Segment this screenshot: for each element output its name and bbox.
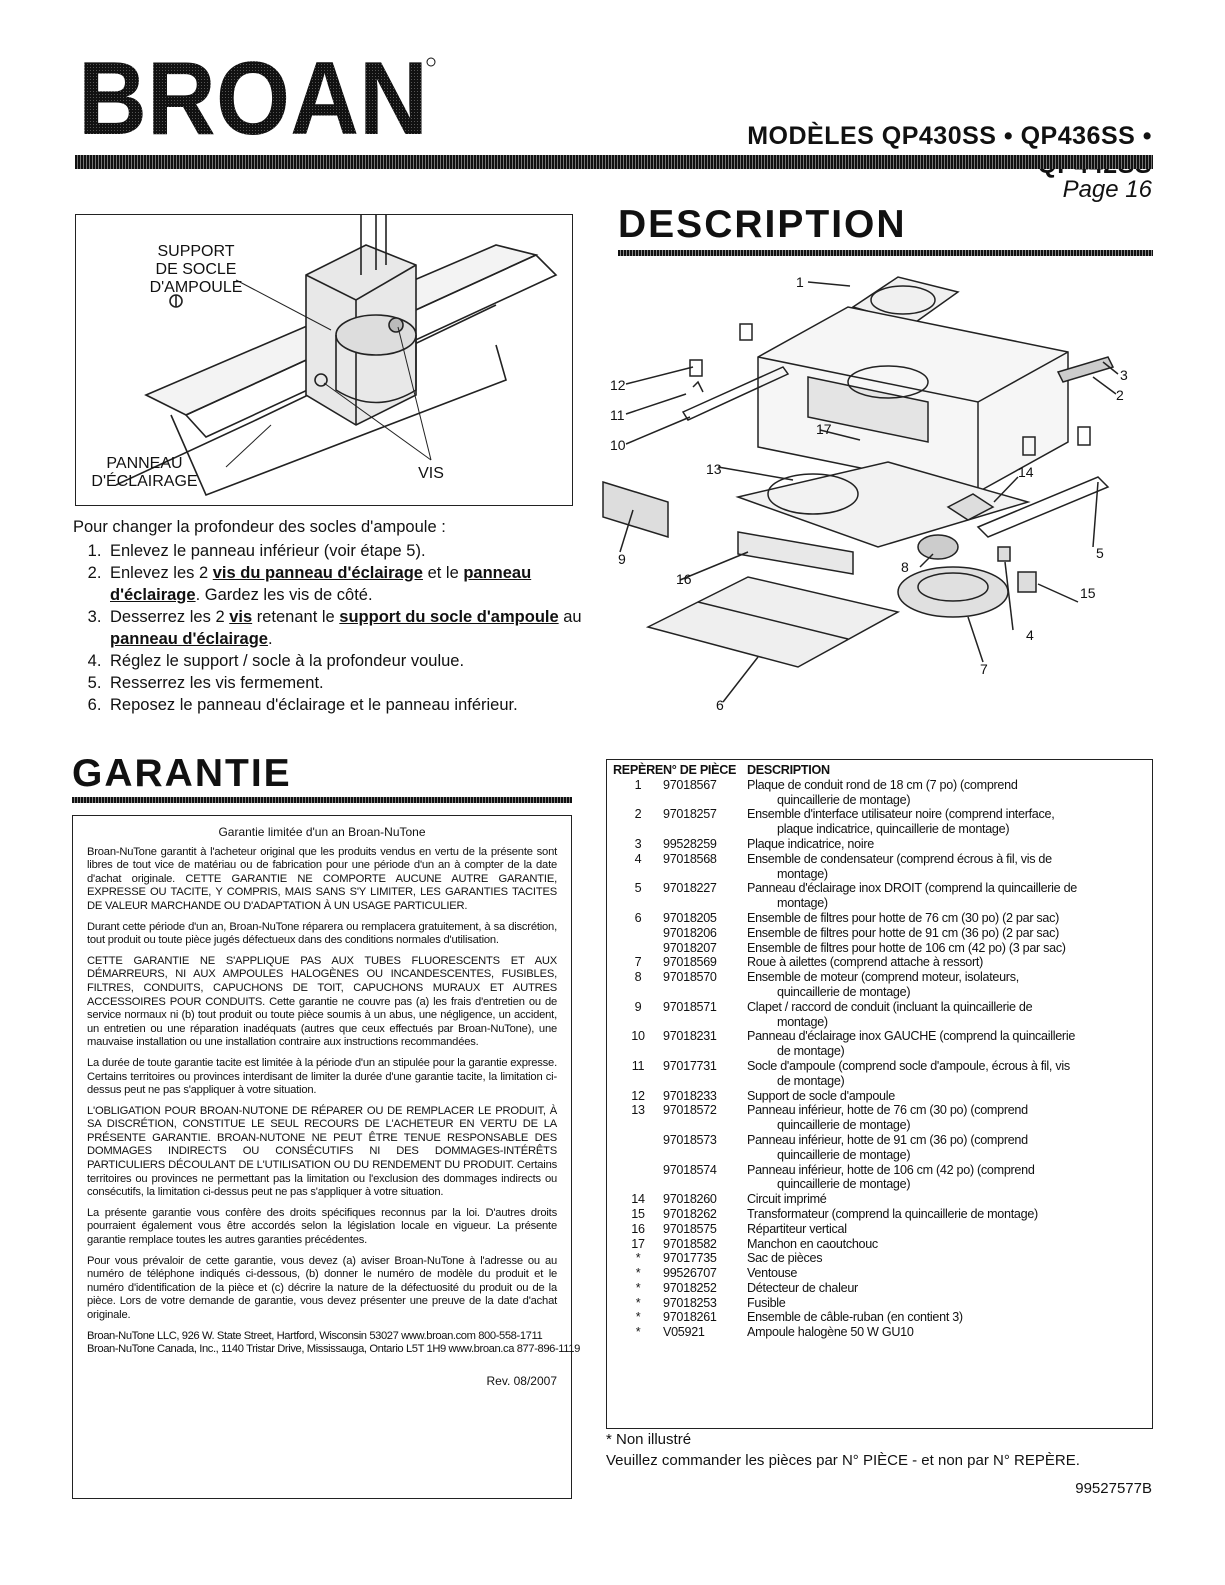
callout-14: 14 [1018, 464, 1034, 480]
description-cell [747, 807, 1146, 837]
warranty-paragraph: CETTE GARANTIE NE S'APPLIQUE PAS AUX TUBES FLUORESCENTS ET AUX DÉMARREURS, NI AUX AMPOULES HALOGÈNES OU INCANDESCENTES, FUSIBLES, FILTRES, CONDUITS, CAPUCHONS DE TOIT, CAPUCHONS MURAUX ET AUTRES ACCESSOIRES POUR CONDUITS. Cette garantie ne couvre pas (a) les frais d'entretien ou de service normaux ni (b) tout produit ou toute pièce soumis à un abus, une négligence, un accident, un entretien ou une réparation inadéquats (autres que ceux effectués par Broan-NuTone), une mauvaise installation ou une installation contraire aux instructions recommandées. [87, 954, 557, 1049]
part-number-cell: 97018574 [663, 1162, 717, 1177]
description-cell [747, 1325, 1146, 1340]
table-row [613, 1266, 1146, 1281]
description-cell [747, 837, 1146, 852]
table-row [613, 1251, 1146, 1266]
label-screws: VIS [418, 465, 444, 482]
description-line: Panneau inférieur, hotte de 91 cm (36 po) (comprend [747, 1132, 1028, 1147]
page-number: Page 16 [1062, 176, 1152, 203]
description-cell [747, 1266, 1146, 1281]
repere-cell: 17 [631, 1236, 645, 1251]
part-number-cell: 97018262 [663, 1206, 717, 1221]
instructions-intro: Pour changer la profondeur des socles d'ampoule : [73, 518, 446, 536]
description-line: Panneau inférieur, hotte de 106 cm (42 po) (comprend [747, 1162, 1035, 1177]
part-number-cell: 97018206 [663, 925, 717, 940]
table-row [613, 807, 1146, 837]
callout-4: 4 [1026, 627, 1034, 643]
document-number: 99527577B [1075, 1480, 1152, 1497]
table-row [613, 1296, 1146, 1311]
description-cell [747, 1103, 1146, 1133]
description-cell [747, 778, 1146, 808]
parts-table-body [613, 778, 1146, 1340]
description-cell [747, 941, 1146, 956]
warranty-box [72, 815, 580, 1499]
warranty-address-ca: Broan-NuTone Canada, Inc., 1140 Tristar Drive, Mississauga, Ontario L5T 1H9 www.broan.ca 877-896-1119 [87, 1343, 580, 1356]
model-numbers: MODÈLES QP430SS • QP436SS • [747, 122, 1152, 150]
table-row [613, 1310, 1146, 1325]
repere-cell: 13 [631, 1103, 645, 1118]
warranty-box-title: Garantie limitée d'un an Broan-NuTone [218, 825, 426, 839]
description-cell [747, 1222, 1146, 1237]
repere-cell: 16 [631, 1221, 645, 1236]
repere-cell: 5 [634, 881, 642, 896]
step-3-screws: vis [229, 608, 253, 626]
description-line: Ampoule halogène 50 W GU10 [747, 1325, 914, 1340]
part-number-cell: 97018582 [663, 1236, 717, 1251]
broan-logo [78, 52, 438, 142]
repere-cell: 6 [634, 910, 642, 925]
step-5: 5. Resserrez les vis fermement. [106, 672, 593, 694]
exploded-view-diagram [598, 262, 1158, 722]
description-line: Ensemble de filtres pour hotte de 106 cm (42 po) (3 par sac) [747, 940, 1066, 955]
warranty-paragraph: La présente garantie vous confère des droits spécifiques reconnus par la loi. D'autres droits pourraient également vous être accordés selon la législation locale en vigueur. La présente garantie remplace toutes les autres garanties précédentes. [87, 1206, 557, 1247]
light-socket-figure [75, 214, 573, 506]
step-3-text: . [267, 630, 273, 648]
description-cell [747, 1251, 1146, 1266]
table-row [613, 1325, 1146, 1340]
description-line: Manchon en caoutchouc [747, 1236, 878, 1251]
callout-16: 16 [676, 571, 692, 587]
repere-cell: 3 [634, 836, 642, 851]
description-rule [618, 250, 1153, 256]
description-line: Support de socle d'ampoule [747, 1088, 895, 1103]
repere-cell: 10 [631, 1029, 645, 1044]
step-2-text: Enlevez les 2 [110, 564, 213, 582]
part-number-cell: 97018261 [663, 1310, 717, 1325]
table-row [613, 778, 1146, 808]
part-number-cell: 97017731 [663, 1058, 717, 1073]
step-3-panel: panneau d'éclairage [110, 630, 268, 648]
repere-cell: 12 [631, 1088, 645, 1103]
callout-6: 6 [716, 697, 724, 713]
description-cell [747, 1281, 1146, 1296]
description-line: Clapet / raccord de conduit (incluant la quincaillerie de [747, 999, 1033, 1014]
repere-cell: 9 [634, 999, 642, 1014]
table-row [613, 911, 1146, 926]
description-cell [747, 1000, 1146, 1030]
warranty-paragraph: Durant cette période d'un an, Broan-NuTone réparera ou remplacera gratuitement, à sa discrétion, tout produit ou toute pièce jugés défectueux dans des conditions normales d'utilisation. [87, 920, 557, 947]
warranty-address-us: Broan-NuTone LLC, 926 W. State Street, Hartford, Wisconsin 53027 www.broan.com 800-558-1711 [87, 1329, 543, 1342]
part-number-cell: 97018575 [663, 1221, 717, 1236]
label-support-line1: SUPPORT [157, 243, 235, 260]
repere-cell: 2 [634, 807, 642, 822]
table-row [613, 1000, 1146, 1030]
warranty-paragraph: Broan-NuTone garantit à l'acheteur original que les produits vendus en vertu de la présente sont libres de tout vice de matériau ou de fabrication pour une période d'un an à compter de la date d'achat originale. CETTE GARANTIE NE COMPORTE AUCUNE AUTRE GARANTIE, EXPRESSE OU TACITE, Y COMPRIS, MAIS SANS S'Y LIMITER, LES GARANTIES TACITES DE VALEUR MARCHANDE OU D'ADAPTATION À UN USAGE PARTICULIER. [87, 845, 557, 912]
description-cell [747, 1133, 1146, 1163]
parts-list [606, 759, 1153, 1429]
step-3-text: retenant le [252, 608, 340, 626]
description-line: Ensemble de filtres pour hotte de 76 cm (30 po) (2 par sac) [747, 910, 1060, 925]
description-cell [747, 926, 1146, 941]
instructions [73, 516, 593, 716]
repere-cell: * [635, 1295, 641, 1310]
callout-3: 3 [1120, 367, 1128, 383]
description-line: Sac de pièces [747, 1251, 823, 1266]
table-row [613, 881, 1146, 911]
description-line: Ensemble de condensateur (comprend écrous à fil, vis de [747, 851, 1052, 866]
part-number-cell: 97018227 [663, 881, 717, 896]
part-number-cell: 97018253 [663, 1295, 717, 1310]
header-repere: REPÈRE [613, 763, 663, 777]
part-number-cell: 97018573 [663, 1132, 717, 1147]
description-line: Socle d'ampoule (comprend socle d'ampoule, écrous à fil, vis [747, 1058, 1070, 1073]
part-number-cell: 97017735 [663, 1251, 717, 1266]
part-number-cell: 97018568 [663, 851, 717, 866]
repere-cell: 4 [634, 851, 642, 866]
warranty-revision: Rev. 08/2007 [486, 1373, 557, 1388]
part-number-cell: 97018569 [663, 955, 717, 970]
instructions-steps [73, 540, 593, 716]
step-3 [106, 606, 593, 650]
label-support-line2: DE SOCLE [155, 261, 237, 278]
callout-12: 12 [610, 377, 626, 393]
label-panel-line2: D'ÉCLAIRAGE [91, 473, 198, 490]
callout-9: 9 [618, 551, 626, 567]
part-number-cell: 97018572 [663, 1103, 717, 1118]
callout-10: 10 [610, 437, 626, 453]
description-line: Ensemble d'interface utilisateur noire (comprend interface, [747, 807, 1055, 822]
step-3-text: Desserrez les 2 [110, 608, 230, 626]
callout-13: 13 [706, 461, 722, 477]
description-line: Transformateur (comprend la quincaillerie de montage) [747, 1206, 1038, 1221]
step-6: 6. Reposez le panneau d'éclairage et le panneau inférieur. [106, 694, 593, 716]
step-1: 1. Enlevez le panneau inférieur (voir étape 5). [106, 540, 593, 562]
header-rule [75, 155, 1153, 169]
part-number-cell: 99528259 [663, 836, 717, 851]
repere-cell: 7 [634, 955, 642, 970]
description-line-continued: de montage) [777, 1044, 845, 1059]
repere-cell: 14 [631, 1192, 645, 1207]
step-3-support: support du socle d'ampoule [339, 608, 559, 626]
part-number-cell: 97018231 [663, 1029, 717, 1044]
description-line: Ensemble de moteur (comprend moteur, isolateurs, [747, 970, 1019, 985]
part-number-cell: 97018571 [663, 999, 717, 1014]
description-line-continued: montage) [777, 896, 828, 911]
table-row [613, 837, 1146, 852]
step-4: 4. Réglez le support / socle à la profondeur voulue. [106, 650, 593, 672]
description-cell [747, 1207, 1146, 1222]
description-line: Panneau d'éclairage inox DROIT (comprend la quincaillerie de [747, 881, 1077, 896]
description-line-continued: quincaillerie de montage) [777, 1118, 911, 1133]
table-row [613, 970, 1146, 1000]
part-number-cell: 99526707 [663, 1266, 717, 1281]
table-row [613, 926, 1146, 941]
description-cell [747, 970, 1146, 1000]
repere-cell: * [635, 1310, 641, 1325]
description-cell [747, 1029, 1146, 1059]
repere-cell [613, 1133, 663, 1163]
description-line: Roue à ailettes (comprend attache à ressort) [747, 955, 984, 970]
part-number-cell: 97018207 [663, 940, 717, 955]
callout-7: 7 [980, 661, 988, 677]
description-line: Panneau inférieur, hotte de 76 cm (30 po) (comprend [747, 1103, 1028, 1118]
description-line-continued: quincaillerie de montage) [777, 792, 911, 807]
table-row [613, 1192, 1146, 1207]
table-row [613, 1281, 1146, 1296]
callout-17: 17 [816, 421, 832, 437]
description-line-continued: quincaillerie de montage) [777, 984, 911, 999]
table-row [613, 1103, 1146, 1133]
repere-cell: 1 [634, 777, 642, 792]
repere-cell: * [635, 1266, 641, 1281]
repere-cell [613, 1163, 663, 1193]
description-cell [747, 1192, 1146, 1207]
part-number-cell: 97018257 [663, 807, 717, 822]
step-2-text: et le [422, 564, 464, 582]
table-row [613, 1237, 1146, 1252]
callout-8: 8 [901, 559, 909, 575]
part-number-cell: 97018570 [663, 970, 717, 985]
description-cell [747, 852, 1146, 882]
table-row [613, 941, 1146, 956]
description-line: Panneau d'éclairage inox GAUCHE (comprend la quincaillerie [747, 1029, 1076, 1044]
step-2 [106, 562, 593, 606]
description-line-continued: plaque indicatrice, quincaillerie de montage) [777, 822, 1010, 837]
callout-5: 5 [1096, 545, 1104, 561]
table-row [613, 1163, 1146, 1193]
warranty-rule [72, 797, 572, 803]
label-support-line3: D'AMPOULE [149, 279, 243, 296]
callout-2: 2 [1116, 387, 1124, 403]
header-description: DESCRIPTION [747, 763, 830, 777]
table-row [613, 955, 1146, 970]
table-row [613, 1207, 1146, 1222]
warranty-paragraph: La durée de toute garantie tacite est limitée à la période d'un an stipulée pour la garantie expresse. Certains territoires ou provinces interdisant de limiter la durée d'une garantie tacite, la limitation ci-dessus peut ne pas s'appliquer à votre situation. [87, 1056, 557, 1097]
description-line-continued: quincaillerie de montage) [777, 1177, 911, 1192]
callout-11: 11 [610, 407, 625, 423]
description-line: Fusible [747, 1295, 786, 1310]
description-line: Circuit imprimé [747, 1192, 827, 1207]
part-number-cell: 97018252 [663, 1280, 717, 1295]
description-cell [747, 1296, 1146, 1311]
description-line-continued: de montage) [777, 1073, 845, 1088]
repere-cell: 11 [631, 1058, 645, 1073]
repere-cell: * [635, 1325, 641, 1340]
description-line: Ensemble de câble-ruban (en contient 3) [747, 1310, 963, 1325]
part-number-cell: 97018205 [663, 910, 717, 925]
not-illustrated-note: * Non illustré [606, 1431, 692, 1448]
callout-1: 1 [796, 274, 804, 290]
table-row [613, 1059, 1146, 1089]
description-line: Répartiteur vertical [747, 1221, 847, 1236]
part-number-cell: 97018567 [663, 777, 717, 792]
description-cell [747, 1310, 1146, 1325]
step-2-panel: panneau d'éclairage [110, 564, 532, 604]
header-part-number: N° DE PIÈCE [663, 763, 737, 777]
step-2-screws: vis du panneau d'éclairage [212, 564, 423, 582]
part-number-cell: 97018233 [663, 1088, 717, 1103]
description-line: Ventouse [747, 1266, 798, 1281]
description-line: Ensemble de filtres pour hotte de 91 cm (36 po) (2 par sac) [747, 925, 1060, 940]
description-cell [747, 911, 1146, 926]
step-3-text: au [558, 608, 582, 626]
warranty-paragraph: Pour vous prévaloir de cette garantie, vous devez (a) aviser Broan-NuTone à l'adresse ou au numéro de téléphone indiqués ci-dessous, (b) donner le numéro de modèle du produit et le numéro d'identification de la pièce et (c) décrire la nature de la défectuosité du produit ou de la pièce. Lors de votre demande de garantie, vous devez présenter une preuve de la date d'achat originale. [87, 1254, 557, 1321]
description-cell [747, 1059, 1146, 1089]
repere-cell: * [635, 1251, 641, 1266]
parts-table [613, 763, 1146, 1340]
description-title: DESCRIPTION [618, 203, 907, 246]
description-cell [747, 1237, 1146, 1252]
part-number-cell: V05921 [663, 1325, 705, 1340]
step-2-text: . Gardez les vis de côté. [195, 586, 373, 604]
warranty-title: GARANTIE [72, 752, 292, 795]
order-note: Veuillez commander les pièces par N° PIÈCE - et non par N° REPÈRE. [606, 1452, 1080, 1469]
description-line: Plaque indicatrice, noire [747, 836, 874, 851]
repere-cell [613, 941, 663, 956]
description-line-continued: quincaillerie de montage) [777, 1147, 911, 1162]
description-line-continued: montage) [777, 866, 828, 881]
label-panel-line1: PANNEAU [106, 455, 183, 472]
table-row [613, 1133, 1146, 1163]
description-line-continued: montage) [777, 1014, 828, 1029]
part-number-cell: 97018260 [663, 1192, 717, 1207]
description-line: Plaque de conduit rond de 18 cm (7 po) (comprend [747, 777, 1018, 792]
description-cell [747, 1089, 1146, 1104]
table-row [613, 852, 1146, 882]
table-row [613, 1222, 1146, 1237]
warranty-paragraph: L'OBLIGATION POUR BROAN-NUTONE DE RÉPARER OU DE REMPLACER LE PRODUIT, À SA DISCRÉTION, CONSTITUE LE SEUL RECOURS DE L'ACHETEUR EN VERTU DE LA PRÉSENTE GARANTIE. BROAN-NUTONE NE PEUT ÊTRE TENUE RESPONSABLE DES DOMMAGES INDIRECTS OU CONSÉCUTIFS NI DES DOMMAGES-INTÉRÊTS PARTICULIERS DÉCOULANT DE L'UTILISATION OU DU RENDEMENT DU PRODUIT. Certains territoires ou provinces ne permettant pas la limitation ou l'exclusion des dommages indirects ou consécutifs, la limitation ci-dessus peut ne pas s'appliquer à votre situation. [87, 1104, 557, 1199]
table-row [613, 1029, 1146, 1059]
description-cell [747, 955, 1146, 970]
callout-15: 15 [1080, 585, 1096, 601]
repere-cell: * [635, 1280, 641, 1295]
description-cell [747, 881, 1146, 911]
repere-cell: 15 [631, 1206, 645, 1221]
svg-text:BROAN: BROAN [78, 52, 428, 142]
table-row [613, 1089, 1146, 1104]
description-line: Détecteur de chaleur [747, 1280, 858, 1295]
repere-cell [613, 926, 663, 941]
repere-cell: 8 [634, 970, 642, 985]
description-cell [747, 1163, 1146, 1193]
